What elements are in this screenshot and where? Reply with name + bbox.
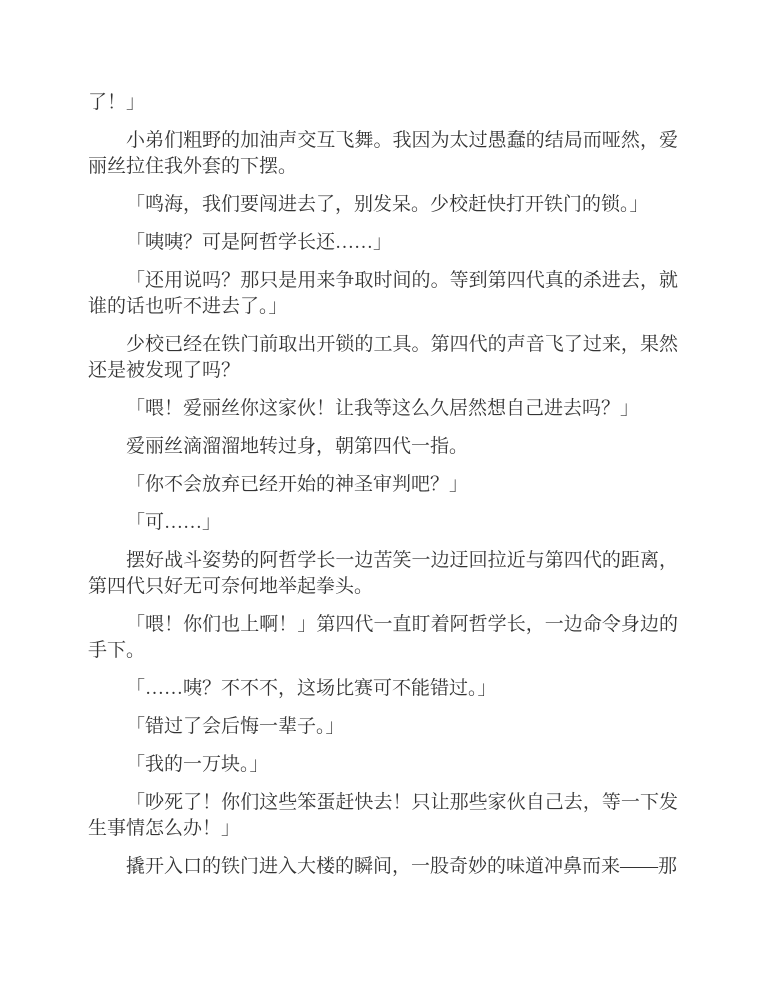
paragraph-dialogue: 「喂！你们也上啊！」第四代一直盯着阿哲学长，一边命令身边的手下。	[88, 614, 678, 661]
paragraph-dialogue: 「……咦？不不不，这场比赛可不能错过。」	[126, 678, 497, 699]
paragraph: 摆好战斗姿势的阿哲学长一边苦笑一边迂回拉近与第四代的距离，第四代只好无可奈何地举起拳头。	[88, 550, 678, 597]
paragraph: 爱丽丝滴溜溜地转过身，朝第四代一指。	[126, 436, 469, 457]
paragraph-dialogue: 「鸣海，我们要闯进去了，别发呆。少校赶快打开铁门的锁。」	[126, 194, 649, 215]
paragraph-dialogue: 「你不会放弃已经开始的神圣审判吧？」	[126, 474, 469, 495]
paragraph-dialogue: 「喂！爱丽丝你这家伙！让我等这么久居然想自己进去吗？」	[126, 398, 640, 419]
paragraph-dialogue: 「吵死了！你们这些笨蛋赶快去！只让那些家伙自己去，等一下发生事情怎么办！」	[88, 792, 678, 839]
paragraph: 少校已经在铁门前取出开锁的工具。第四代的声音飞了过来，果然还是被发现了吗？	[88, 334, 678, 381]
paragraph-continuation: 了！」	[88, 92, 146, 113]
paragraph: 撬开入口的铁门进入大楼的瞬间，一股奇妙的味道冲鼻而来——那	[126, 856, 678, 877]
paragraph-dialogue: 「可……」	[126, 512, 222, 533]
paragraph-dialogue: 「错过了会后悔一辈子。」	[126, 716, 345, 737]
paragraph-dialogue: 「我的一万块。」	[126, 754, 269, 775]
paragraph-dialogue: 「还用说吗？那只是用来争取时间的。等到第四代真的杀进去，就谁的话也听不进去了。」	[88, 270, 678, 317]
paragraph: 小弟们粗野的加油声交互飞舞。我因为太过愚蠢的结局而哑然，爱丽丝拉住我外套的下摆。	[88, 130, 678, 177]
paragraph-dialogue: 「咦咦？可是阿哲学长还……」	[126, 232, 393, 253]
document-page	[88, 90, 678, 892]
